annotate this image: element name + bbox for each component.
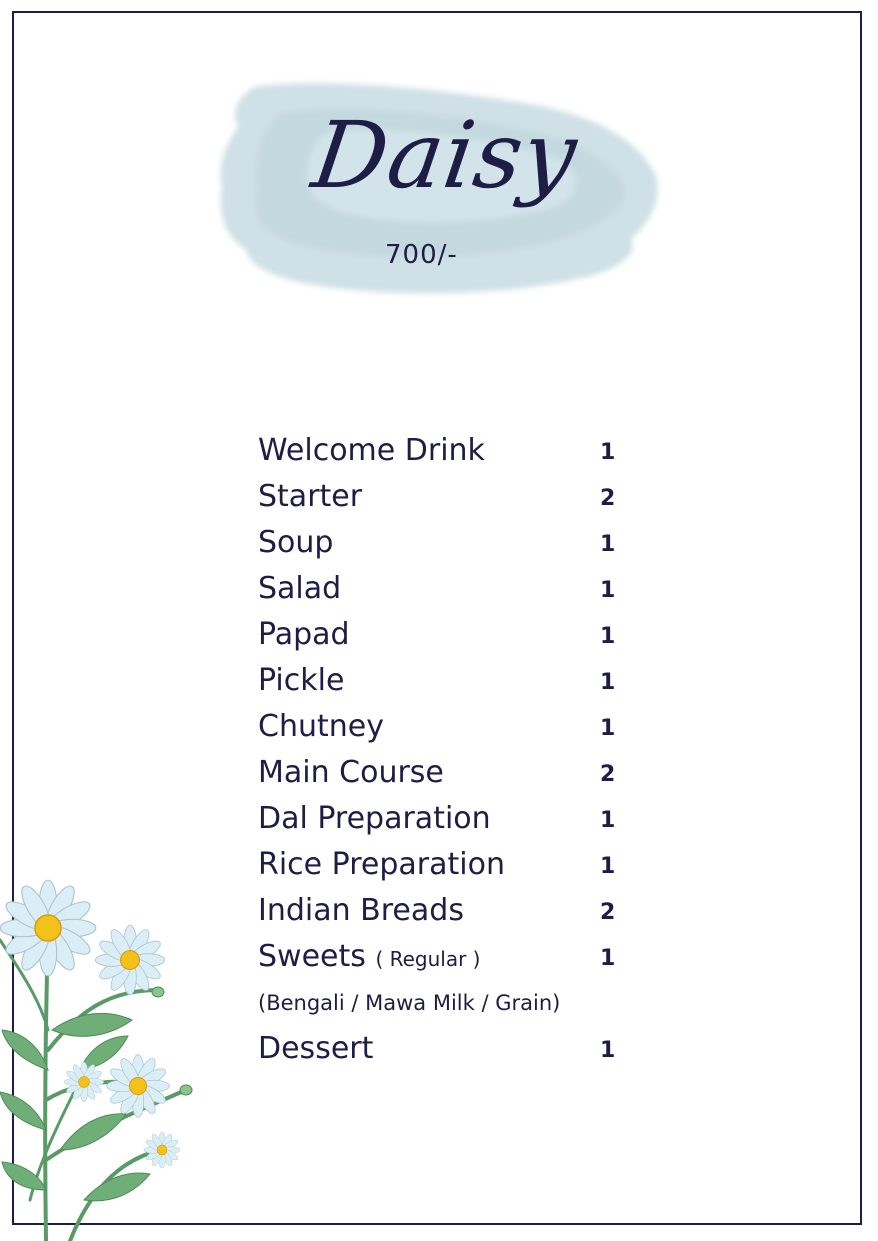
menu-row [258,750,638,796]
menu-item-name: Papad [258,617,350,652]
daisy-icon [0,860,200,1241]
menu-row [258,796,638,842]
menu-item-qty: 1 [600,854,616,879]
menu-item-qty: 1 [600,946,616,971]
menu-row [258,658,638,704]
menu-note-row [258,980,638,1026]
menu-item-name: Dal Preparation [258,801,491,836]
menu-item-name: Rice Preparation [258,847,505,882]
menu-price: 700/- [385,240,458,270]
menu-row [258,474,638,520]
menu-item-name: Starter [258,479,363,514]
menu-item-name: Main Course [258,755,444,790]
menu-item-qty: 1 [600,1038,616,1063]
menu-item-qty: 1 [600,670,616,695]
menu-item-qty: 1 [600,440,616,465]
menu-item-name: Salad [258,571,342,606]
menu-item-name [258,934,480,982]
menu-item-name: Dessert [258,1031,374,1066]
menu-item-note: (Bengali / Mawa Milk / Grain) [258,991,561,1015]
menu-item-name: Welcome Drink [258,433,485,468]
menu-item-qty: 1 [600,532,616,557]
menu-row [258,1026,638,1072]
menu-list [258,428,638,1072]
menu-item-qty: 1 [600,716,616,741]
menu-item-qty: 1 [600,624,616,649]
menu-row [258,842,638,888]
menu-row [258,612,638,658]
menu-item-name-text: Sweets [258,939,366,974]
menu-item-name: Pickle [258,663,345,698]
menu-row [258,428,638,474]
menu-item-qty: 1 [600,808,616,833]
menu-row [258,704,638,750]
menu-title: Daisy [306,102,584,209]
menu-item-name: Indian Breads [258,893,464,928]
menu-item-name: Soup [258,525,334,560]
menu-item-qualifier: ( Regular ) [375,947,481,971]
menu-row [258,520,638,566]
menu-item-qty: 2 [600,486,616,511]
menu-row [258,888,638,934]
menu-item-name: Chutney [258,709,384,744]
menu-row [258,566,638,612]
menu-item-qty: 2 [600,900,616,925]
menu-item-qty: 1 [600,578,616,603]
menu-row [258,934,638,980]
menu-item-qty: 2 [600,762,616,787]
